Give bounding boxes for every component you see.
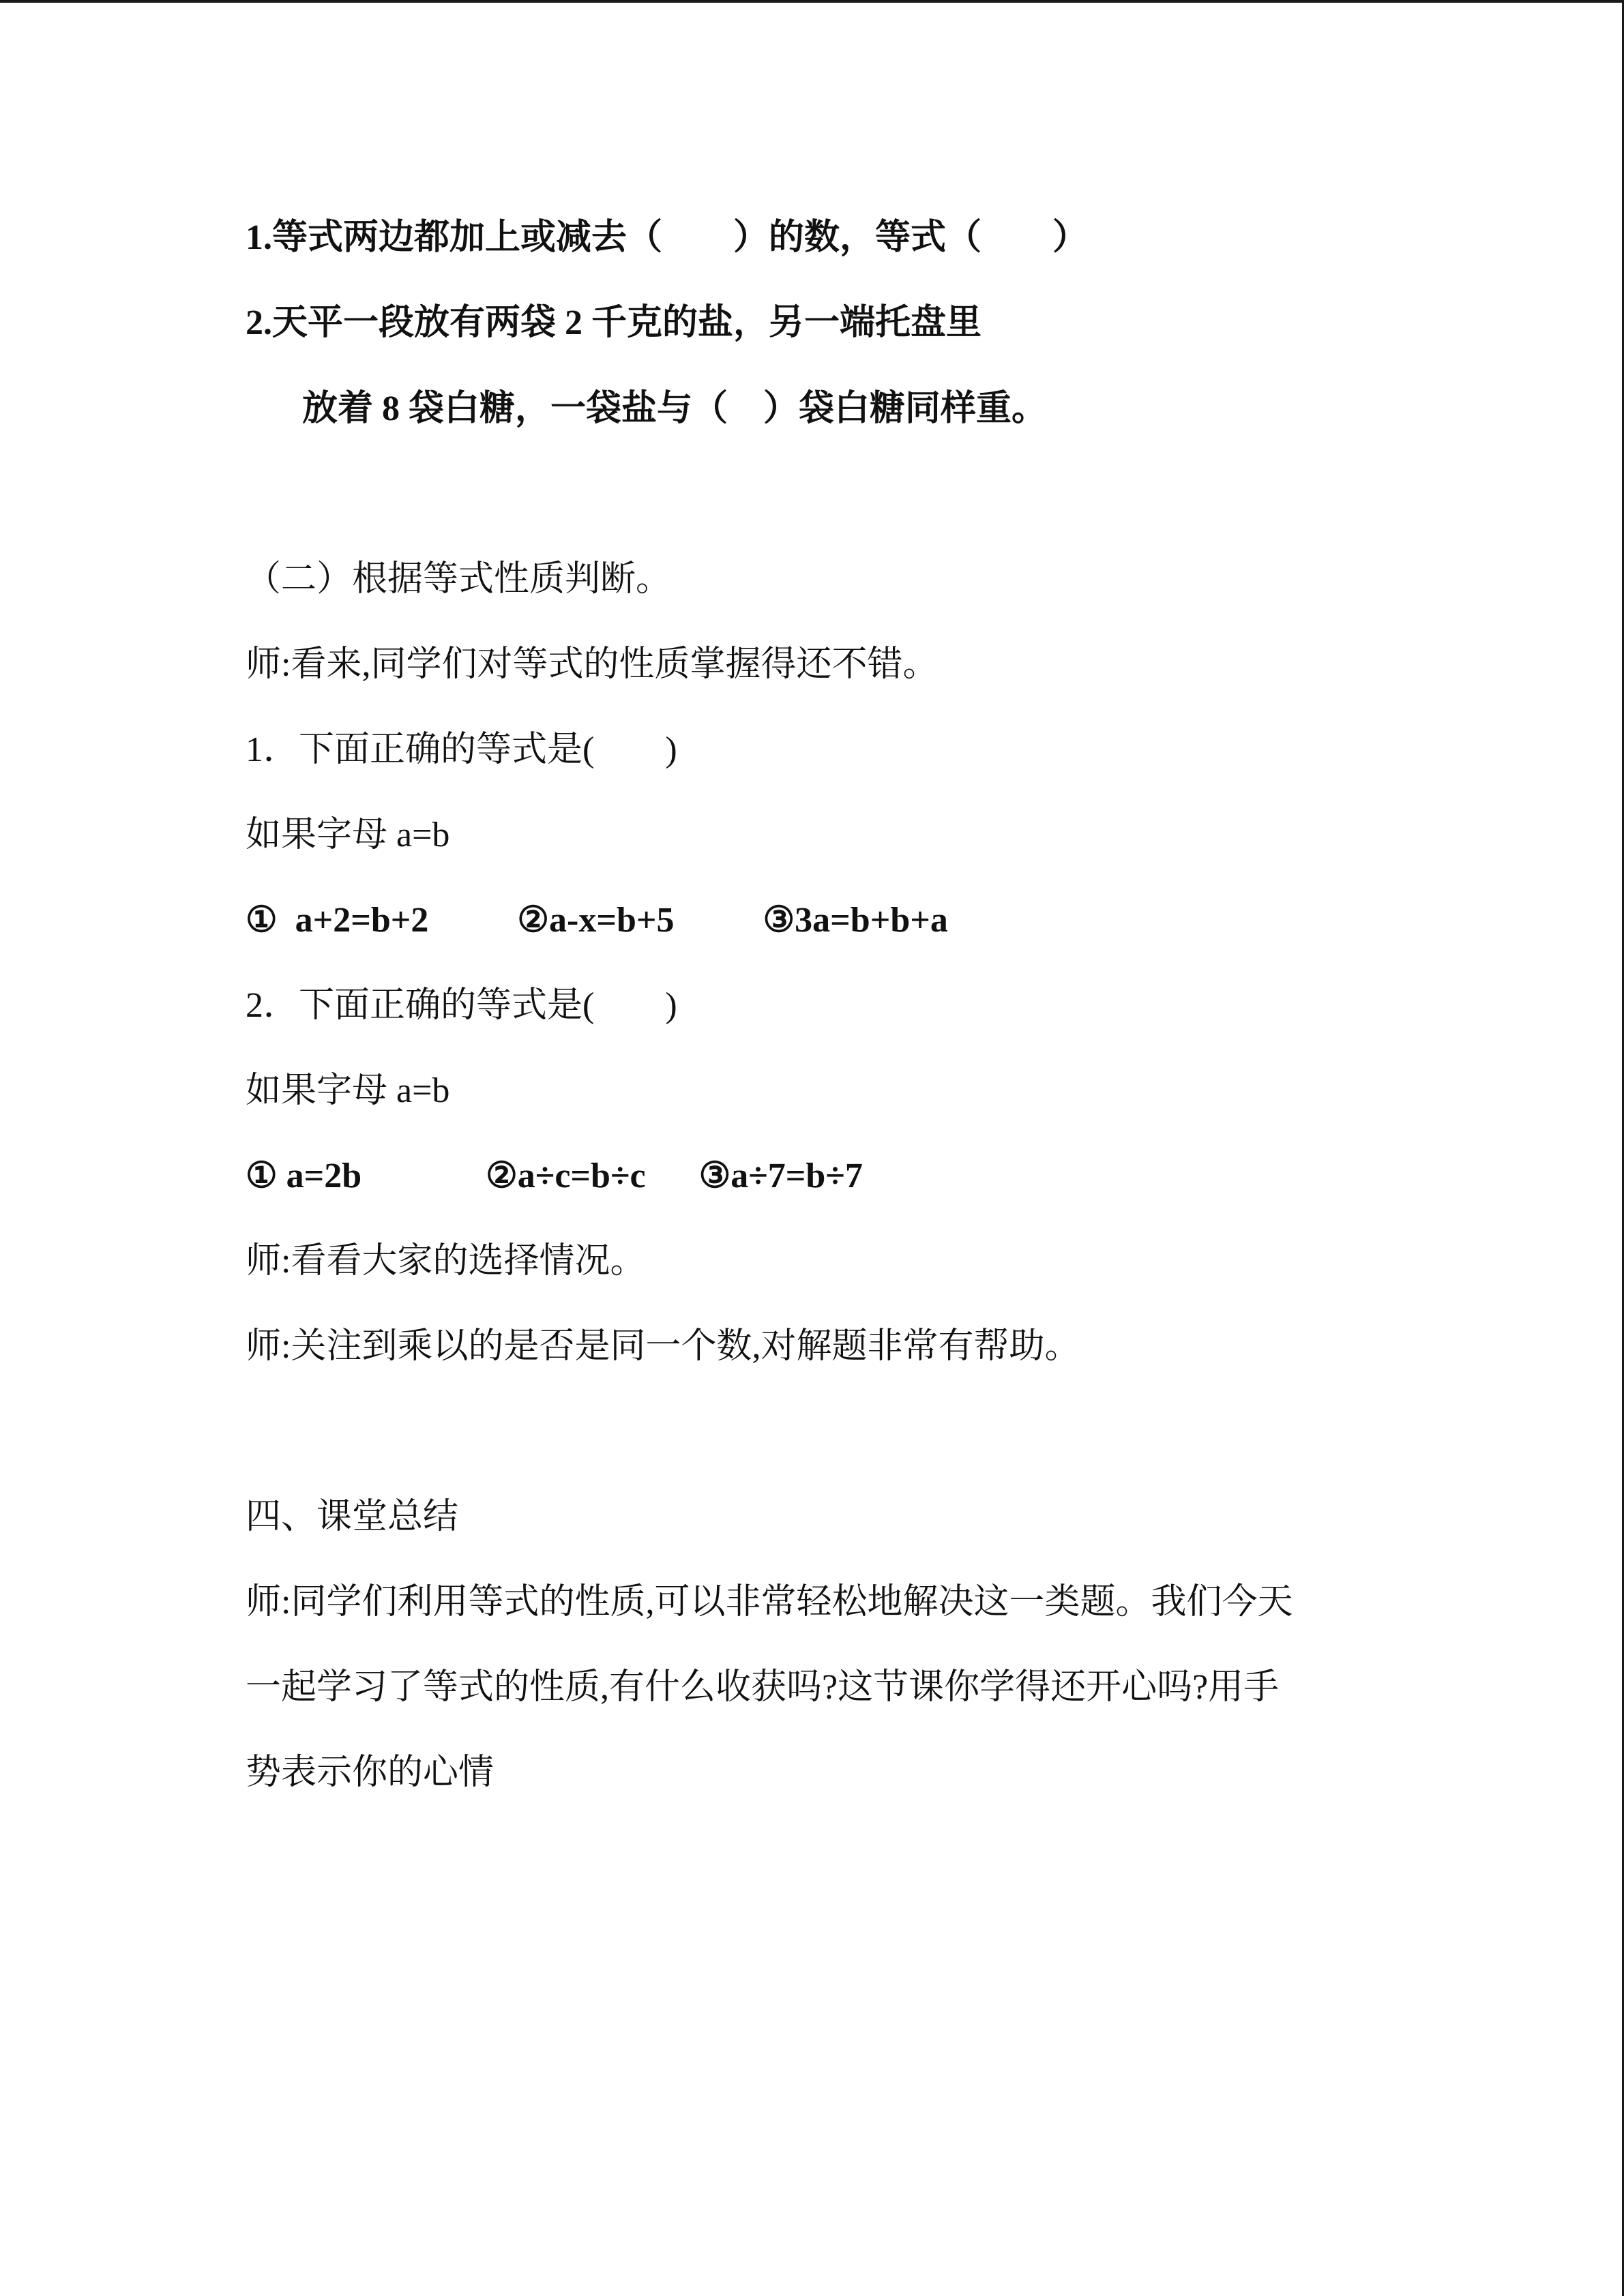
judge-question-1-condition: 如果字母 a=b	[246, 816, 450, 854]
summary-paragraph-line-3: 势表示你的心情	[246, 1753, 494, 1792]
summary-paragraph-line-2: 一起学习了等式的性质,有什么收获吗?这节课你学得还开心吗?用手	[246, 1668, 1280, 1707]
teacher-remark-1: 师:看来,同学们对等式的性质掌握得还不错。	[246, 645, 939, 684]
teacher-remark-3: 师:关注到乘以的是否是同一个数,对解题非常有帮助。	[246, 1327, 1080, 1366]
judge-question-2-options: ① a=2b ②a÷c=b÷c ③a÷7=b÷7	[246, 1157, 863, 1195]
section-four-heading: 四、课堂总结	[246, 1497, 459, 1536]
judge-question-2: 2．下面正确的等式是( )	[246, 986, 677, 1025]
fill-question-2-line-2: 放着 8 袋白糖，一袋盐与（ ）袋白糖同样重。	[302, 389, 1048, 428]
page-top-border	[0, 0, 1624, 3]
judge-question-1: 1．下面正确的等式是( )	[246, 730, 677, 769]
summary-paragraph-line-1: 师:同学们利用等式的性质,可以非常轻松地解决这一类题。我们今天	[246, 1583, 1293, 1622]
teacher-remark-2: 师:看看大家的选择情况。	[246, 1242, 646, 1281]
fill-question-1: 1.等式两边都加上或减去（ ）的数，等式（ ）	[246, 218, 1089, 257]
judge-question-2-condition: 如果字母 a=b	[246, 1071, 450, 1110]
judge-question-1-options: ① a+2=b+2 ②a-x=b+5 ③3a=b+b+a	[246, 901, 948, 940]
fill-question-2-line-1: 2.天平一段放有两袋 2 千克的盐，另一端托盘里	[246, 303, 982, 342]
section-two-heading: （二）根据等式性质判断。	[246, 560, 672, 599]
